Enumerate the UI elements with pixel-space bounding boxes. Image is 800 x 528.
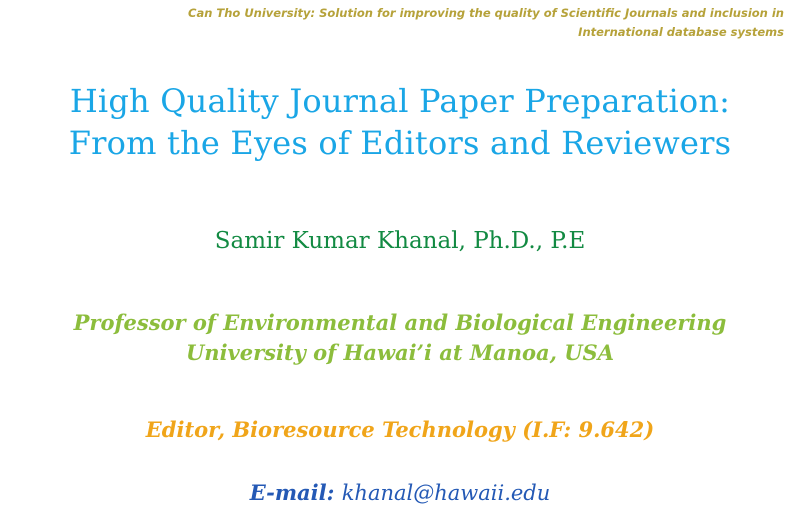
title-line-1: High Quality Journal Paper Preparation: [69, 82, 731, 120]
editor-role: Editor, Bioresource Technology (I.F: 9.642) [145, 417, 655, 442]
presentation-title [0, 80, 800, 164]
email-link[interactable]: khanal@hawaii.edu [341, 481, 551, 505]
affiliation [0, 308, 800, 368]
header-note-line-1: Can Tho University: Solution for improving the quality of Scientific Journals and inclusion in [188, 6, 784, 20]
header-note-line-2: International database systems [578, 25, 784, 39]
header-note [144, 4, 784, 42]
email-label: E-mail: [249, 480, 342, 505]
affiliation-line-1: Professor of Environmental and Biological Engineering [73, 310, 727, 335]
email-line [0, 478, 800, 508]
title-line-2: From the Eyes of Editors and Reviewers [68, 124, 732, 162]
affiliation-line-2: University of Hawai’i at Manoa, USA [185, 340, 614, 365]
author-name: Samir Kumar Khanal, Ph.D., P.E [214, 228, 586, 254]
